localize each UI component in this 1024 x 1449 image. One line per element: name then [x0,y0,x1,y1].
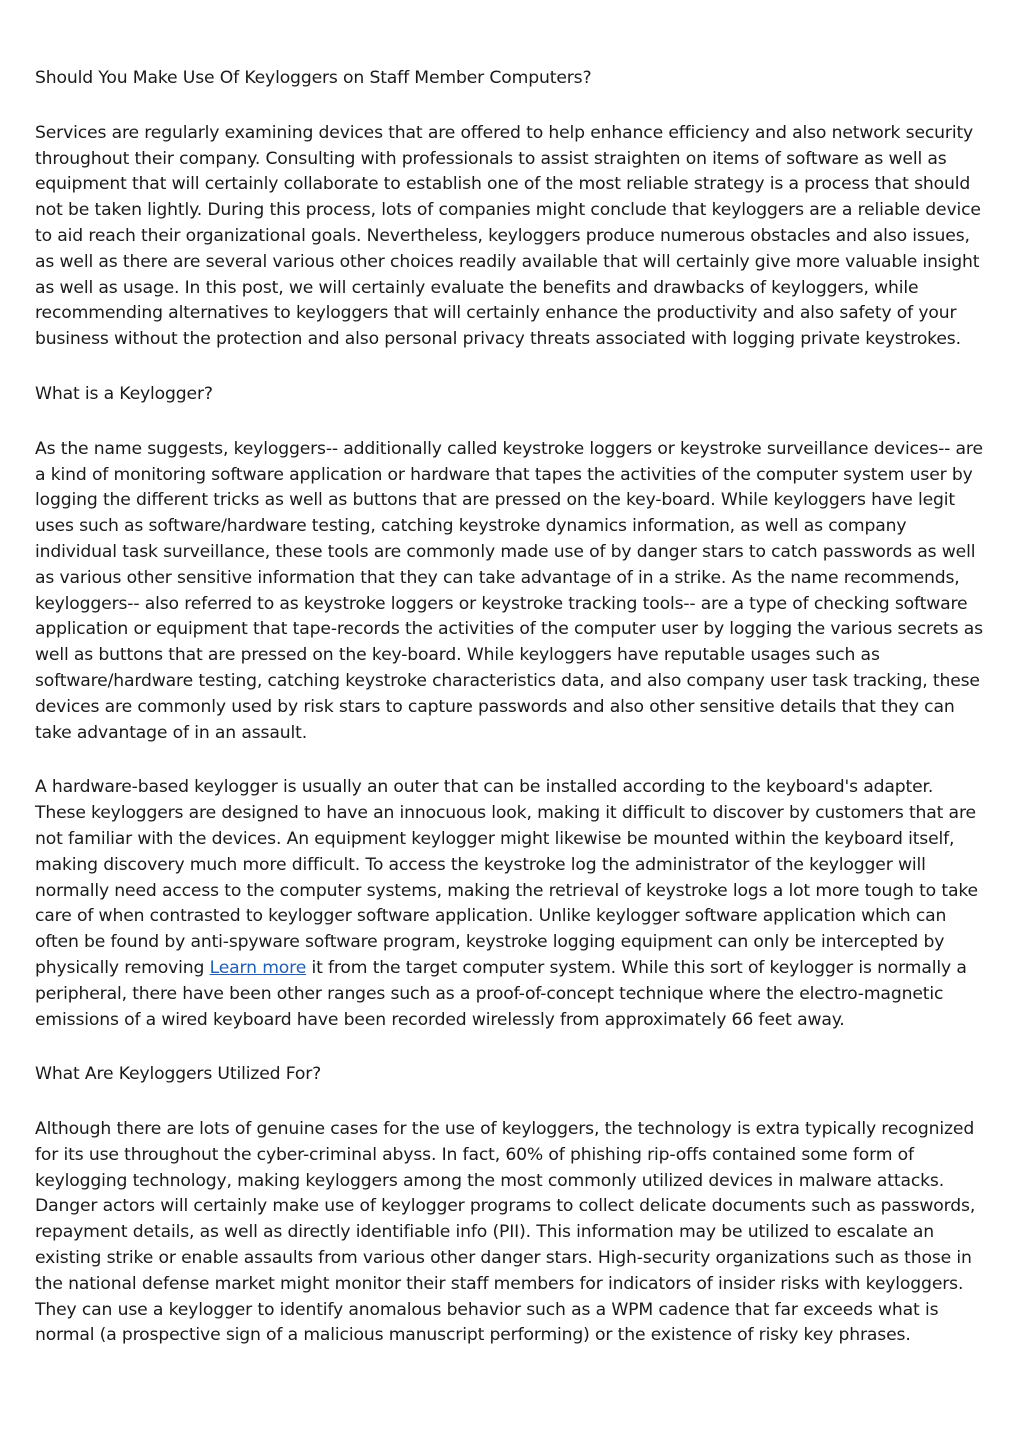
paragraph-definition: As the name suggests, keyloggers-- additionally called keystroke loggers or keystroke surveillance devices-- are a kind of monitoring software application or hardware that tapes the activities of the computer system user by logging the different tricks as well as buttons that are pressed on the key-board. While keyloggers have legit uses such as software/hardware testing, catching keystroke dynamics information, as well as company individual task surveillance, these tools are commonly made use of by danger stars to catch passwords as well as various other sensitive information that they can take advantage of in a strike. As the name recommends, keyloggers-- also referred to as keystroke loggers or keystroke tracking tools-- are a type of checking software application or equipment that tape-records the activities of the computer user by logging the various secrets as well as buttons that are pressed on the key-board. While keyloggers have reputable usages such as software/hardware testing, catching keystroke characteristics data, and also company user task tracking, these devices are commonly used by risk stars to capture passwords and also other sensitive details that they can take advantage of in an assault. [35,438,983,743]
section-heading-what-is-keylogger: What is a Keylogger? [35,383,213,404]
paragraph-text-before-link: A hardware-based keylogger is usually an outer that can be installed according to the keyboard's adapter. These keyloggers are designed to have an innocuous look, making it difficult to discover by customers that are not familiar with the devices. An equipment keylogger might likewise be mounted within the keyboard itself, making discovery much more difficult. To access the keystroke log the administrator of the keylogger will normally need access to the computer systems, making the retrieval of keystroke logs a lot more tough to take care of when contrasted to keylogger software application. Unlike keylogger software application which can often be found by anti-spyware software program, keystroke logging equipment can only be intercepted by physically removing [35,777,978,978]
intro-paragraph: Services are regularly examining devices that are offered to help enhance efficiency and also network security throughout their company. Consulting with professionals to assist straighten on items of software as well as equipment that will certainly collaborate to establish one of the most reliable strategy is a process that should not be taken lightly. During this process, lots of companies might conclude that keyloggers are a reliable device to aid reach their organizational goals. Nevertheless, keyloggers produce numerous obstacles and also issues, as well as there are several various other choices readily available that will certainly give more valuable insight as well as usage. In this post, we will certainly evaluate the benefits and drawbacks of keyloggers, while recommending alternatives to keyloggers that will certainly enhance the productivity and also safety of your business without the protection and also personal privacy threats associated with logging private keystrokes. [35,122,981,350]
document-body [35,66,987,1378]
paragraph-uses: Although there are lots of genuine cases for the use of keyloggers, the technology is extra typically recognized for its use throughout the cyber-criminal abyss. In fact, 60% of phishing rip-offs contained some form of keylogging technology, making keyloggers among the most commonly utilized devices in malware attacks. Danger actors will certainly make use of keylogger programs to collect delicate documents such as passwords, repayment details, as well as directly identifiable info (PII). This information may be utilized to escalate an existing strike or enable assaults from various other danger stars. High-security organizations such as those in the national defense market might monitor their staff members for indicators of insider risks with keyloggers. They can use a keylogger to identify anomalous behavior such as a WPM cadence that far exceeds what is normal (a prospective sign of a malicious manuscript performing) or the existence of risky key phrases. [35,1119,976,1346]
learn-more-link[interactable]: Learn more [209,957,307,978]
paragraph-text-after-link: it from the target computer system. While this sort of keylogger is normally a peripheral, there have been other ranges such as a proof-of-concept technique where the electro-magnetic emissions of a wired keyboard have been recorded wirelessly from approximately 66 feet away. [35,957,967,1030]
paragraph-hardware-keylogger [35,775,987,1033]
document-title: Should You Make Use Of Keyloggers on Staff Member Computers? [35,68,592,88]
section-heading-uses: What Are Keyloggers Utilized For? [35,1064,322,1085]
